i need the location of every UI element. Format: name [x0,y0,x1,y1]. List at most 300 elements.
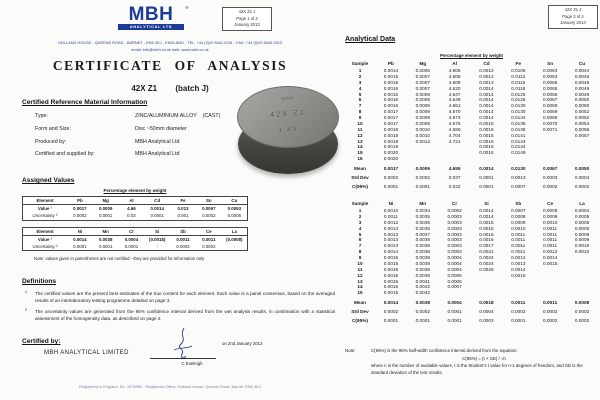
table-cell: 0.001 [177,213,189,219]
table-cell: 0.0013 [511,260,526,266]
table-cell: 0.0005 [574,213,590,219]
table-cell: 0.0037 [415,231,430,237]
stamp-page: Page 3 of 4 [562,13,584,19]
table-cell: 0.0149 [511,150,526,156]
table-cell: 0.0050 [574,97,590,103]
table-cell: 0.0015 [383,272,399,278]
disc-stamp-batch: J 49 [277,126,299,135]
table-cell: 0.0010 [542,219,558,225]
table-cell: Pb [387,61,394,67]
table-cell: 0.0001 [98,244,113,250]
table-cell: 0.0018 [383,138,399,144]
table-cell: 0.0003 [542,175,558,181]
table-cell: 0.0015 [383,79,399,85]
table-cell: 0.0011 [511,231,526,237]
table-cell: 0.0134 [511,115,526,121]
table-cell: 0.0012 [511,255,526,261]
assigned-units-subheading: Percentage element by weight [103,188,167,193]
mbh-logo [118,4,189,30]
table-cell: 0.0013 [383,237,399,243]
company-contact: email: info@mbh.co.uk web: www.mbh.co.uk [131,47,209,52]
table-cell: C(95%) [352,183,368,189]
table-cell: 0.0041 [415,278,430,284]
certification-date: on 2nd January 2013 [222,341,263,346]
table-cell: 0.0009 [98,206,113,212]
stamp-date: January 2013 [560,20,586,25]
table-cell: Std Dev [351,309,369,315]
table-cell: 5 [358,91,362,97]
table-cell: 1 [358,68,362,74]
assigned-values-heading: Assigned Values [22,177,75,184]
table-cell: 0.0052 [574,115,590,121]
table-cell: 0.0050 [574,166,590,172]
table-cell: Si [484,201,489,207]
table-cell: 9 [358,255,362,261]
table-cell: Fe [170,197,196,205]
table-cell: 0.0016 [479,237,494,243]
table-cell: 4.605 [448,68,461,74]
mbh-logo-text: MBH ® [128,4,189,25]
table-cell: 0.0017 [73,206,87,212]
table-cell: 0.0011 [543,243,558,249]
table-cell: 0.0015 [479,231,494,237]
table-cell: 0.0042 [415,284,430,290]
certified-by-section [22,338,322,372]
assigned-values-table-1 [22,196,248,221]
table-cell: Value ¹ [37,236,53,242]
table-cell: 8 [358,249,362,255]
table-cell: 15 [357,150,363,156]
table-cell: 0.0054 [574,120,590,126]
table-cell: 4 [358,85,362,91]
table-cell: 0.0015 [479,126,494,132]
table-cell: 0.0001 [447,309,462,315]
table-cell: 3 [358,219,362,225]
table-cell: 9 [358,115,362,121]
disc-top-face [237,86,339,148]
note-line-1: C(95%) is the 95% half-width confidence interval derived from the equation: [371,348,518,353]
table-cell: 0.0017 [479,243,494,249]
table-cell: 0.0050 [574,103,590,109]
table-cell: 0.0007 [511,208,526,214]
table-cell: Mn [93,227,119,235]
table-cell: 4.620 [448,85,461,91]
table-cell: 0.0013 [511,175,526,181]
table-cell: 0.0004 [574,208,590,214]
table-cell: 0.0002 [383,309,399,315]
table-cell: 0.0038 [415,243,430,249]
table-cell: 0.0002 [542,318,558,323]
certified-by-heading: Certified by: [22,338,61,345]
table-cell: C(95%) [352,318,368,323]
table-cell: 0.0020 [383,150,399,156]
table-cell: 0.0070 [542,120,558,126]
table-cell: (0.0018) [149,236,166,242]
table-cell: 0.0014 [479,85,494,91]
table-cell: Element [23,227,68,235]
table-cell: Cr [119,227,145,235]
table-cell: 4.66 [127,206,136,212]
table-cell: 0.0034 [415,208,430,214]
table-cell: 0.0046 [574,73,590,79]
table-cell: 0.0001 [383,318,399,323]
crm-row-form: Form and Size: Disc ~50mm diameter [35,125,187,132]
table-cell: 0.03 [127,213,136,219]
table-cell: 10 [357,260,363,266]
table-cell: 0.0052 [574,109,590,115]
table-cell: 0.0002 [176,244,190,250]
table-cell: 0.0014 [479,208,494,214]
table-cell: 0.0006 [415,68,430,74]
definition-1: 1 The certified values are the present best estimates of the true content for each element. Each value is a panel consensus, based on the averaged results of an interlaboratory testing programme detailed on page 3. [25,290,335,303]
table-cell: 0.0005 [574,225,590,231]
table-cell: Sb [170,227,196,235]
table-cell: 0.0130 [511,103,526,109]
table-cell: 0.0014 [383,249,399,255]
table-cell: 0.0038 [98,236,113,242]
table-cell: 0.0001 [383,183,399,189]
table-cell: 0.0141 [511,132,526,138]
table-cell: 0.0002 [574,318,590,323]
table-cell: 0.0002 [542,183,558,189]
table-cell: Al [119,197,145,205]
definitions-section [22,278,335,328]
table-cell: 0.0006 [447,278,462,284]
table-cell: 0.0053 [227,206,242,212]
table-cell: 0.0065 [542,79,558,85]
table-cell: Ce [196,227,222,235]
table-cell: 0.0011 [176,236,190,242]
table-cell: 0.0008 [574,300,590,306]
table-cell: 10 [357,120,363,126]
table-cell: 0.0009 [415,103,430,109]
table-cell: 0.0001 [447,318,462,323]
table-cell: 0.0038 [415,237,430,243]
table-cell: 12 [357,132,363,138]
table-cell: 0.0069 [542,103,558,109]
table-cell: 0.037 [448,175,461,181]
table-cell: 0.0013 [383,231,399,237]
table-cell: 0.0017 [383,109,399,115]
crm-row-certifier: Certified and supplied by: MBH Analytical Ltd [35,151,180,158]
table-cell: 0.0016 [479,150,494,156]
table-cell: 0.0015 [383,278,399,284]
crm-info-section [22,99,220,164]
table-cell: 0.0007 [447,284,462,290]
definition-2: 2 The uncertainty values are generated from the 95% confidence interval derived from the wet analysis results, in combination with a statistical assessment of the homogeneity data, as described on page 2. [25,308,335,321]
table-cell: 0.0015 [383,73,399,79]
table-cell: 0.0012 [542,249,558,255]
table-cell: 0.0001 [415,318,430,323]
certifier-name: C Eveleigh [181,361,203,366]
note-line-2: where n is the number of available values, t is the Student's t value for n-1 degrees of freedom, and SD is the standard deviation of the test results. [371,363,583,375]
disc-stamp-code: 42X Z1 [269,107,307,120]
table-cell: 0.0125 [511,91,526,97]
crm-row-producer: Produced by: MBH Analytical Ltd [35,138,180,145]
table-cell: 0.0009 [511,219,526,225]
table-cell: Cr [452,201,458,207]
table-cell: 0.0001 [124,244,139,250]
table-cell: 0.0010 [415,132,430,138]
table-cell: 0.0046 [574,79,590,85]
certifier-company: MBH ANALYTICAL LIMITED [44,350,129,356]
table-cell: 0.0135 [511,120,526,126]
table-cell: 0.0042 [415,290,430,296]
table-cell: 0.0009 [415,97,430,103]
batch-label: (batch J) [175,84,209,93]
table-cell: - [156,244,158,250]
table-cell: Sample [351,201,369,207]
table-cell: 0.0009 [415,120,430,126]
table-cell: 0.0017 [383,115,399,121]
table-cell: Mg [419,61,427,67]
analytical-table-2 [345,201,598,323]
table-cell: 0.0067 [202,206,216,212]
table-cell: 0.0012 [383,219,399,225]
table-cell: 0.0015 [479,138,494,144]
table-cell: Cu [578,61,586,67]
table-cell: 0.0010 [574,243,590,249]
table-cell: 0.0002 [383,175,399,181]
table-cell: 0.0039 [415,272,430,278]
table-cell: 4 [358,225,362,231]
table-cell: 0.0014 [479,213,494,219]
table-cell: 5 [358,231,362,237]
table-cell: 7 [358,103,362,109]
table-cell: 0.0014 [383,300,399,306]
table-cell: 0.0014 [479,109,494,115]
note-label: Note: [345,348,356,353]
table-cell: 0.0003 [447,225,462,231]
table-cell: Al [452,61,457,67]
table-cell: 0.0003 [447,231,462,237]
table-cell: Ni [67,227,93,235]
table-cell: Sn [196,197,222,205]
table-cell: 4.647 [448,91,461,97]
table-cell: La [579,201,585,207]
table-cell: 0.0018 [383,132,399,138]
table-cell: 0.0067 [542,97,558,103]
table-cell: 0.0014 [542,255,558,261]
table-cell: 0.0035 [415,225,430,231]
stamp-date: January 2013 [234,22,260,27]
table-cell: Fe [515,61,522,67]
product-code: 42X Z1 [131,84,158,93]
table-cell: Cd [483,61,490,67]
table-cell: 0.0130 [511,109,526,115]
table-cell: 0.0015 [542,260,558,266]
confidence-interval-note [345,348,597,376]
table-cell: 6 [358,237,362,243]
table-cell: 0.0024 [479,260,494,266]
registration-footer: Registered in England, No. 1575883 - Registered Office: Holland House, Queens Road, Barnet, EN5 4DJ [79,384,261,389]
table-cell: 0.0038 [415,255,430,261]
table-cell: 0.0011 [202,236,216,242]
table-cell: 0.0002 [574,309,590,315]
table-cell: 2 [358,73,362,79]
assigned-values-section [22,177,248,261]
table-cell: 0.0002 [415,309,430,315]
table-cell: 0.0069 [542,109,558,115]
table-cell: 0.0007 [511,183,526,189]
table-cell: 0.0004 [447,300,462,306]
table-cell: 0.0002 [542,309,558,315]
table-cell: 0.0011 [543,231,558,237]
table-cell: 0.0008 [415,91,430,97]
table-cell: 0.0011 [511,249,526,255]
table-cell: 0.0014 [479,103,494,109]
table-cell: Sb [515,201,522,207]
table-cell: Value ¹ [37,206,53,212]
table-cell: Ni [388,201,394,207]
table-cell: 0.0025 [479,266,494,272]
table-cell: Cd [144,197,170,205]
table-cell: 0.0014 [479,91,494,97]
table-cell: 13 [357,138,363,144]
table-cell: 0.0006 [227,213,242,219]
table-cell: 0.0015 [479,219,494,225]
table-cell: 0.0002 [574,183,590,189]
table-cell: 0.0003 [447,243,462,249]
table-cell: 0.0116 [511,79,526,85]
table-cell: 0.0002 [73,213,87,219]
table-cell: 0.0105 [511,68,526,74]
table-cell: 0.0003 [447,213,462,219]
table-cell: 0.0011 [543,225,558,231]
table-cell: 0.0015 [511,272,526,278]
table-cell: 0.0017 [383,166,399,172]
table-cell: 0.0038 [415,260,430,266]
registered-trademark-icon: ® [185,5,189,10]
table-cell: Si [144,227,170,235]
certificate-title: CERTIFICATE OF ANALYSIS [52,58,288,73]
table-cell: 0.022 [448,183,461,189]
stamp-product: 42X Z1 J [238,9,256,14]
table-cell: Mg [93,197,119,205]
table-cell: 0.0112 [511,73,526,79]
table-cell: 0.0063 [542,73,558,79]
table-cell: 0.0016 [383,103,399,109]
table-cell: 0.0144 [511,144,526,150]
disc-stamp-mbh: MBH [281,95,295,102]
table-cell: 0.0011 [383,213,398,219]
table-cell: 0.0004 [447,260,462,266]
table-cell: 0.0014 [479,97,494,103]
table-cell: 0.0014 [383,68,399,74]
table-cell: 0.0008 [511,213,526,219]
table-cell: 0.0015 [383,260,399,266]
table-cell: 0.0007 [415,85,430,91]
table-cell: 0.0014 [511,266,526,272]
table-cell: 0.0005 [574,219,590,225]
table-cell: 0.0010 [415,126,430,132]
table-cell: 0.0013 [479,73,494,79]
table-cell: 3 [358,79,362,85]
table-cell: Std Dev [351,175,369,181]
table-cell: 0.0009 [415,115,430,121]
table-cell: 0.0004 [124,236,139,242]
table-cell: 0.0049 [574,91,590,97]
table-cell: Mean [354,166,366,172]
table-cell: Uncertainty ² [32,213,58,219]
table-cell: 0.0004 [447,266,462,272]
table-cell: 0.0010 [511,225,526,231]
table-cell: 0.0001 [511,318,526,323]
table-cell: 0.0010 [574,249,590,255]
table-cell: 0.0038 [415,249,430,255]
table-cell: 0.0012 [415,138,430,144]
table-cell: 0.0044 [574,68,590,74]
table-cell: 8 [358,109,362,115]
table-cell: 0.0011 [511,243,526,249]
analytical-units-subheading: Percentage element by weight [440,53,503,58]
table-cell: 0.0009 [542,208,558,214]
analytical-data-page-3 [340,0,600,400]
table-cell: 0.0009 [415,109,430,115]
table-cell: 14 [357,144,363,150]
table-cell: 0.0065 [542,85,558,91]
table-cell: 0.0001 [479,183,494,189]
table-cell: 0.0003 [447,249,462,255]
table-cell: 0.0049 [574,85,590,91]
table-cell: - [233,244,236,250]
table-cell: 0.0009 [415,166,430,172]
table-cell: 0.0001 [150,213,164,219]
table-cell: 0.0016 [383,85,399,91]
table-cell: 0.0118 [511,85,526,91]
table-cell: 13 [357,278,363,284]
signature-icon [170,326,194,362]
table-cell: 0.0007 [415,73,430,79]
table-cell: 0.0013 [383,243,399,249]
table-cell: 0.0011 [543,237,558,243]
table-cell: 11 [357,266,363,272]
table-cell: 0.0013 [479,79,494,85]
table-cell: 0.0130 [511,166,526,172]
table-cell: 4.704 [448,132,461,138]
table-cell: 2 [358,213,362,219]
table-cell: 0.0002 [511,309,526,315]
company-address: HOLLAND HOUSE - QUEENS ROAD - BARNET - EN5 4DJ - ENGLAND - TEL. +44 (0)20 8441 2031 - FAX. +44 (0)20 8449 0313 [57,40,283,45]
table-cell: 0.0015 [383,266,399,272]
table-cell: 0.0017 [383,120,399,126]
table-cell: 14 [357,284,363,290]
table-cell: 0.0014 [479,115,494,121]
analytical-data-heading: Analytical Data [345,36,396,43]
parentheses-note: Note: values given in parentheses are not certified - they are provided for information only [34,256,205,262]
table-cell: 0.0071 [542,126,558,132]
table-cell: 0.0009 [574,237,590,243]
table-cell: 0.0004 [447,255,462,261]
table-cell: 0.0015 [479,225,494,231]
table-cell: 0.0005 [447,272,462,278]
table-cell: Cu [222,197,248,205]
table-cell: 0.0003 [447,237,462,243]
page3-stamp-box [548,5,598,29]
table-cell: 7 [358,243,362,249]
table-cell: 0.0012 [479,68,494,74]
table-cell: 0.0021 [479,249,494,255]
analytical-table-1 [345,61,598,189]
table-cell: 0.0002 [447,208,462,214]
table-cell: 0.0001 [98,213,113,219]
table-cell: 0.0004 [574,175,590,181]
table-cell: 0.0020 [383,156,399,162]
table-cell: 0.0003 [447,219,462,225]
table-cell: 0.0015 [479,120,494,126]
table-cell: 0.0009 [542,213,558,219]
table-cell: 0.0014 [73,236,87,242]
